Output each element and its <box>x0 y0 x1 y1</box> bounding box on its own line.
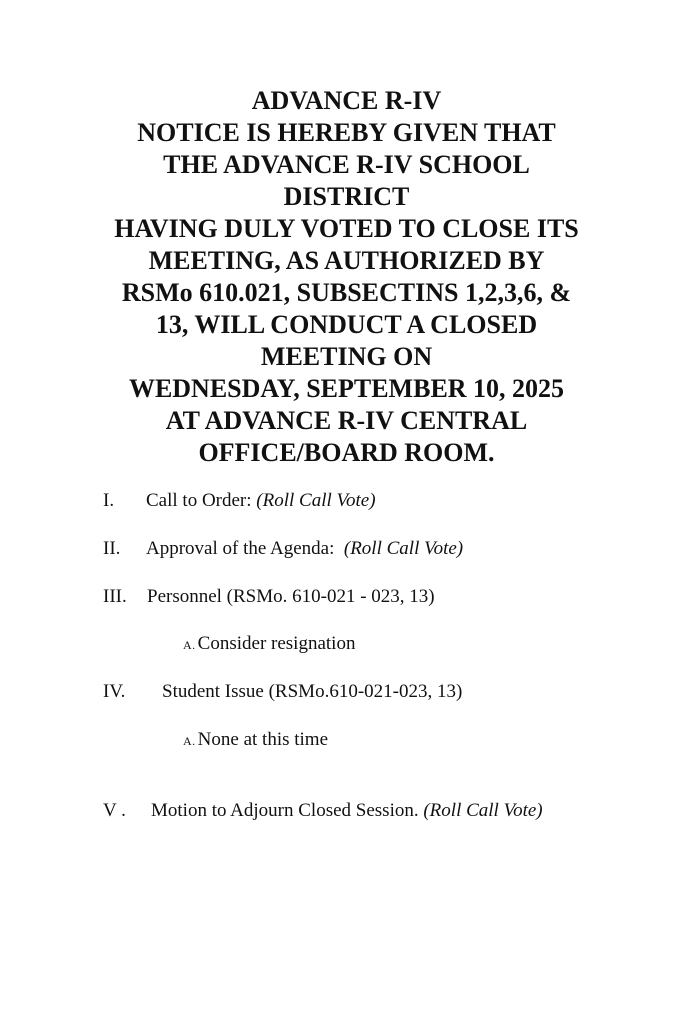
agenda-item-call-to-order <box>103 489 603 513</box>
notice-heading <box>0 85 693 469</box>
sub-item-text: None at this time <box>197 729 329 750</box>
roll-call-note: (Roll Call Vote) <box>343 538 464 559</box>
agenda-item-text-wrap <box>146 537 463 561</box>
agenda-item-numeral: III. <box>103 586 127 607</box>
agenda-item-text: Approval of the Agenda: <box>146 538 344 559</box>
heading-line: THE ADVANCE R-IV SCHOOL <box>163 150 530 179</box>
agenda-item-text: Student Issue (RSMo.610-021-023, 13) <box>162 681 463 702</box>
agenda-item-numeral: II. <box>103 538 121 559</box>
agenda-item-numeral: V . <box>103 800 126 821</box>
agenda-sub-item-consider-resignation <box>183 632 355 657</box>
heading-line-location: OFFICE/BOARD ROOM. <box>198 438 495 467</box>
roll-call-note: (Roll Call Vote) <box>256 490 376 511</box>
heading-line: MEETING ON <box>260 342 433 371</box>
agenda-sub-item-none-at-this-time <box>183 728 328 753</box>
agenda-item-text-wrap <box>146 489 376 513</box>
agenda-item-text: Personnel (RSMo. 610-021 - 023, 13) <box>147 586 435 607</box>
heading-line: MEETING, AS AUTHORIZED BY <box>148 246 545 275</box>
heading-line: DISTRICT <box>283 182 410 211</box>
agenda-item-text: Call to Order: <box>146 490 257 511</box>
agenda-item-approval-of-agenda <box>103 537 603 561</box>
heading-line-district-name: ADVANCE R-IV <box>251 86 442 115</box>
agenda-item-motion-to-adjourn <box>103 799 623 823</box>
agenda-item-numeral: I. <box>103 490 115 511</box>
sub-item-text: Consider resignation <box>197 633 356 654</box>
sub-item-letter: A. <box>183 638 196 652</box>
sub-item-letter: A. <box>183 734 196 748</box>
heading-line: NOTICE IS HEREBY GIVEN THAT <box>137 118 556 147</box>
heading-line-meeting-date: WEDNESDAY, SEPTEMBER 10, 2025 <box>128 374 565 403</box>
agenda-item-text-wrap <box>151 799 543 823</box>
agenda-item-personnel <box>103 585 603 609</box>
roll-call-note: (Roll Call Vote) <box>423 800 543 821</box>
agenda-item-student-issue <box>103 680 603 704</box>
heading-line: 13, WILL CONDUCT A CLOSED <box>155 310 538 339</box>
agenda-item-text: Motion to Adjourn Closed Session. <box>151 800 424 821</box>
heading-line-statute: RSMo 610.021, SUBSECTINS 1,2,3,6, & <box>121 278 572 307</box>
agenda-item-numeral: IV. <box>103 681 126 702</box>
heading-line-location: AT ADVANCE R-IV CENTRAL <box>165 406 528 435</box>
heading-line: HAVING DULY VOTED TO CLOSE ITS <box>114 214 579 243</box>
